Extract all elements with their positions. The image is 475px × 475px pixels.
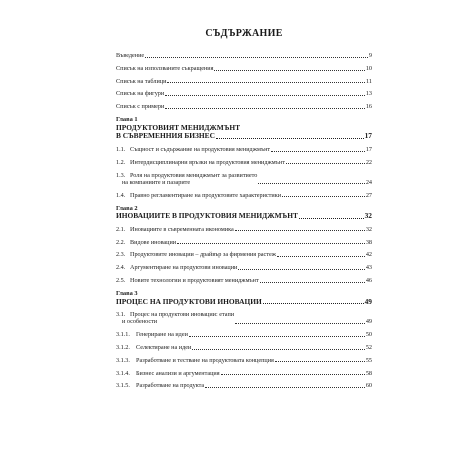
- chapter-heading-entry[interactable]: [116, 298, 372, 307]
- dot-leader: [275, 361, 365, 362]
- section-title: Роля на продуктовия мениджмънт за развитието: [130, 171, 258, 179]
- section-number: 1.1.: [116, 145, 126, 153]
- dot-leader: [282, 196, 365, 197]
- toc-entry-page: 13: [365, 90, 372, 98]
- front-matter-list: [116, 52, 372, 110]
- toc-entry-page: 58: [365, 369, 372, 377]
- chapter-3: [116, 290, 372, 306]
- toc-entry[interactable]: [116, 192, 372, 199]
- chapter-heading-entry[interactable]: [116, 212, 372, 221]
- chapter-page: 32: [364, 211, 372, 221]
- section-number: 2.2.: [116, 238, 126, 246]
- section-number: 2.5.: [116, 276, 126, 284]
- chapter-title: ПРОЦЕС НА ПРОДУКТОВИ ИНОВАЦИИ: [116, 296, 262, 306]
- chapter-page: 17: [364, 131, 372, 141]
- toc-entry[interactable]: [116, 226, 372, 233]
- toc-entry[interactable]: [116, 90, 372, 97]
- section-title: Аргументиране на продуктови иновации: [130, 264, 238, 272]
- section-number: 1.3.: [116, 171, 126, 179]
- toc-entry[interactable]: [116, 146, 372, 153]
- section-title: Същност и съдържание на продуктовия мениджмънт: [130, 145, 271, 153]
- toc-entry-page: 9: [368, 52, 372, 59]
- chapter-title: ИНОВАЦИИТЕ В ПРОДУКТОВИЯ МЕНИДЖМЪНТ: [116, 211, 298, 221]
- dot-leader: [286, 163, 365, 164]
- chapter-title-cont: В СЪВРЕМЕННИЯ БИЗНЕС: [116, 131, 215, 141]
- section-number: 3.1.1.: [116, 331, 130, 339]
- toc-entry[interactable]: [116, 65, 372, 72]
- toc-entry-label: Списък на таблици: [116, 77, 167, 85]
- toc-entry-page: 52: [365, 343, 372, 351]
- toc-entry-page: 38: [365, 238, 372, 246]
- section-number: 3.1.2.: [116, 343, 130, 351]
- dot-leader: [192, 349, 365, 350]
- chapter-label: Глава 3: [116, 290, 138, 298]
- section-number: 3.1.5.: [116, 382, 130, 390]
- chapter-label: Глава 1: [116, 116, 138, 124]
- toc-entry[interactable]: [116, 331, 372, 338]
- section-number: 2.4.: [116, 264, 126, 272]
- section-title: Разработване на продукта: [136, 382, 205, 390]
- dot-leader: [205, 387, 365, 388]
- section-title: Видове иновации: [130, 238, 177, 246]
- toc-entry-page: 11: [366, 77, 372, 85]
- chapter-title: ПРОДУКТОВИЯТ МЕНИДЖМЪНТ: [116, 122, 241, 132]
- dot-leader: [177, 243, 365, 244]
- toc-entry-page: 55: [365, 356, 372, 364]
- dot-leader: [189, 336, 365, 337]
- toc-entry-label: Въведение: [116, 52, 145, 59]
- dot-leader: [260, 282, 365, 283]
- page-title: СЪДЪРЖАНИЕ: [205, 28, 283, 39]
- toc-entry-page: 46: [365, 276, 372, 284]
- toc-entry[interactable]: [116, 277, 372, 284]
- toc-entry[interactable]: [116, 172, 372, 186]
- toc-entry[interactable]: [116, 239, 372, 246]
- toc-entry[interactable]: [116, 344, 372, 351]
- section-title: Продуктовите иновации – драйвър за фирмения растеж: [130, 251, 276, 259]
- toc-entry-page: 60: [365, 382, 372, 390]
- section-number: 2.3.: [116, 251, 126, 259]
- dot-leader: [235, 230, 365, 231]
- toc-entry-page: 24: [365, 178, 372, 186]
- dot-leader: [238, 269, 364, 270]
- section-title: Бизнес анализи и аргументация: [136, 369, 220, 377]
- dot-leader: [214, 70, 364, 71]
- toc-entry-page: 42: [365, 251, 372, 259]
- toc-entry[interactable]: [116, 264, 372, 271]
- chapter-page: 49: [364, 296, 372, 306]
- dot-leader: [216, 138, 364, 139]
- section-number: 2.1.: [116, 225, 126, 233]
- toc-entry-page: 10: [365, 64, 372, 72]
- toc-entry[interactable]: [116, 382, 372, 389]
- section-number: 3.1.4.: [116, 369, 130, 377]
- toc-entry[interactable]: [116, 311, 372, 325]
- toc-entry[interactable]: [116, 370, 372, 377]
- section-title-cont: и особености: [122, 318, 158, 326]
- toc-entry[interactable]: [116, 357, 372, 364]
- chapter-label: Глава 2: [116, 204, 138, 212]
- dot-leader: [271, 151, 365, 152]
- toc-entry[interactable]: [116, 78, 372, 85]
- dot-leader: [258, 183, 364, 184]
- dot-leader: [165, 95, 365, 96]
- section-number: 1.4.: [116, 191, 126, 199]
- dot-leader: [263, 303, 364, 304]
- section-title: Правно регламентиране на продуктовите характеристики: [130, 191, 282, 199]
- toc-entry-page: 50: [365, 331, 372, 339]
- toc-entry[interactable]: [116, 251, 372, 258]
- section-title: Процес на продуктови иновации: етапи: [130, 311, 235, 319]
- section-number: 1.2.: [116, 158, 126, 166]
- section-title: Генериране на идеи: [136, 331, 188, 339]
- toc-entry-label: Списък на използваните съкращения: [116, 64, 214, 72]
- toc-entry[interactable]: [116, 159, 372, 166]
- toc-entry-page: 22: [365, 158, 372, 166]
- section-title: Разработване и тестване на продуктовата концепция: [136, 356, 274, 364]
- section-title: Селектиране на идеи: [136, 343, 192, 351]
- dot-leader: [299, 218, 364, 219]
- chapter-2: [116, 205, 372, 221]
- section-title-cont: на компаниите и пазарите: [122, 178, 191, 186]
- toc-entry-label: Списък на фигури: [116, 90, 165, 98]
- dot-leader: [221, 374, 365, 375]
- dot-leader: [145, 57, 368, 58]
- toc-entry[interactable]: [116, 52, 372, 59]
- section-title: Иновациите в съвременната икономика: [130, 225, 234, 233]
- section-title: Интердисциплинарни връзки на продуктовия мениджмънт: [130, 158, 285, 166]
- chapter-heading-entry[interactable]: [116, 132, 372, 141]
- dot-leader: [235, 323, 365, 324]
- toc-entry-label: Списък с примери: [116, 103, 165, 111]
- toc-entry-page: 16: [365, 103, 372, 111]
- toc-entry-page: 17: [365, 145, 372, 153]
- toc-page: [116, 28, 372, 395]
- dot-leader: [167, 82, 365, 83]
- dot-leader: [165, 108, 364, 109]
- toc-entry-page: 32: [365, 225, 372, 233]
- dot-leader: [277, 256, 365, 257]
- toc-entry-page: 49: [365, 318, 372, 326]
- toc-entry[interactable]: [116, 103, 372, 110]
- toc-entry-page: 27: [365, 191, 372, 199]
- section-title: Новите технологии и продуктовият мениджмънт: [130, 276, 259, 284]
- section-number: 3.1.: [116, 311, 126, 319]
- section-number: 3.1.3.: [116, 356, 130, 364]
- toc-entry-page: 43: [365, 264, 372, 272]
- chapter-1: [116, 116, 372, 141]
